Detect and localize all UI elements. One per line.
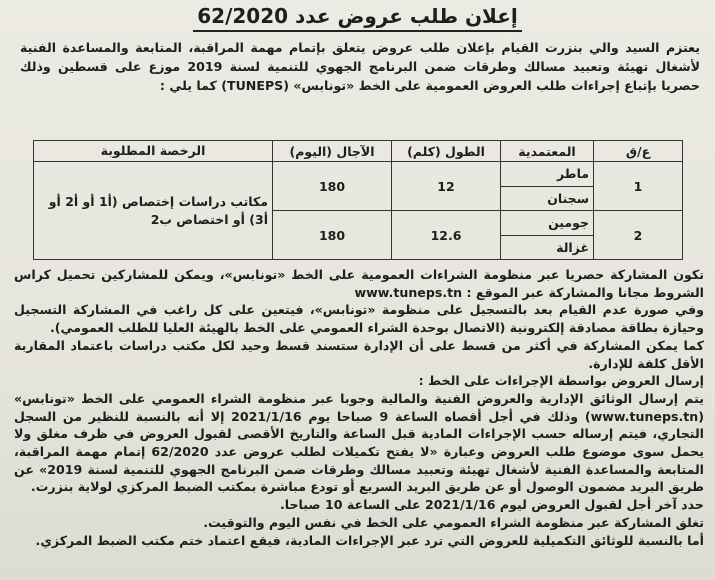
- header-license: الرخصة المطلوبة: [34, 141, 273, 162]
- lot-length: 12: [392, 162, 501, 211]
- header-length: الطول (كلم): [392, 141, 501, 162]
- required-license: مكاتب دراسات إختصاص (أ1 أو أ2 أو أ3) أو اختصاص ب2: [34, 162, 273, 260]
- table-header-row: [34, 141, 683, 162]
- table-row: [34, 162, 683, 187]
- lot-length: 12.6: [392, 211, 501, 260]
- title-text: إعلان طلب عروض عدد 62/2020: [193, 4, 522, 32]
- lot-number: 2: [594, 211, 683, 260]
- lot-number: 1: [594, 162, 683, 211]
- lot-delegation: جومين: [501, 211, 594, 236]
- body-paragraph: تغلق المشاركة عبر منظومة الشراء العمومي على الخط في نفس اليوم والتوقيت.: [203, 514, 704, 530]
- intro-paragraph: يعتزم السيد والي بنزرت القيام بإعلان طلب عروض يتعلق بإتمام مهمة المراقبة، المتابعة والمساعدة الفنية لأشغال تهيئة وتعبيد مسالك وطرقات ضمن البرنامج الجهوي للتنمية لسنة 2019 موزع على قسطين وذلك حصريا بإتباع إجراءات طلب العروض العمومية على الخط «تونابس» (TUNEPS) كما يلي :: [20, 40, 700, 93]
- body-paragraph: كما يمكن المشاركة في أكثر من قسط على أن الإدارة ستسند قسط وحيد لكل مكتب دراسات باعتماد المقاربة الأقل كلفة للإدارة.: [14, 337, 704, 371]
- lot-delegation: غزالة: [501, 235, 594, 260]
- header-lot-number: ع/ق: [594, 141, 683, 162]
- body-paragraph: تكون المشاركة حصريا عبر منظومة الشراءات العمومية على الخط «تونابس»، ويمكن للمشاركين تحميل كراس الشروط مجانا والمشاركة عبر الموقع : www.tuneps.tn: [14, 267, 704, 300]
- announcement-title: [0, 4, 715, 28]
- lot-delegation: سجنان: [501, 186, 594, 211]
- header-duration: الآجال (اليوم): [273, 141, 392, 162]
- body-paragraph: يتم إرسال الوثائق الإدارية والعروض الفنية والمالية وجوبا عبر منظومة الشراء العمومي على الخط «تونابس» (www.tuneps.tn) وذلك في أجل أقصاه الساعة 9 صباحا يوم 2021/1/16 إلا أنه بالنسبة للنظير من السجل التجاري، فيتم إرساله حسب الإجراءات المادية قبل الساعة والتاريخ الأقصى لقبول العروض في ظرف مغلق ولا يحمل سوى موضوع طلب العروض وعبارة «لا يفتح تكميلات لطلب عروض عدد 62/2020 إتمام مهمة المراقبة، المتابعة والمساعدة الفنية لأشغال تهيئة وتعبيد مسالك وطرقات ضمن البرنامج الجهوي للتنمية لسنة 2019» عن طريق البريد مضمون الوصول أو عن طريق البريد السريع أو تودع مباشرة بمكتب الضبط المركزي لولاية بنزرت.: [14, 390, 704, 495]
- body-paragraph: أما بالنسبة للوثائق التكميلية للعروض التي ترد عبر الإجراءات المادية، فيقع اعتماد ختم مكتب الضبط المركزي.: [35, 532, 704, 548]
- announcement-body: [14, 266, 704, 549]
- lots-table: [33, 140, 683, 260]
- body-heading: إرسال العروض بواسطة الإجراءات على الخط :: [418, 373, 704, 389]
- lot-duration: 180: [273, 211, 392, 260]
- lot-delegation: ماطر: [501, 162, 594, 187]
- body-paragraph: وفي صورة عدم القيام بعد بالتسجيل على منظومة «تونابس»، فيتعين على كل راغب في المشاركة التسجيل وحيازة بطاقة مصادقة إلكترونية (الاتصال بوحدة الشراء العمومي على الخط بالهيئة العليا للطلب العمومي).: [14, 302, 704, 336]
- lot-duration: 180: [273, 162, 392, 211]
- body-paragraph: حدد آخر أجل لقبول العروض ليوم 2021/1/16 على الساعة 10 صباحا.: [279, 497, 704, 513]
- header-delegation: المعتمدية: [501, 141, 594, 162]
